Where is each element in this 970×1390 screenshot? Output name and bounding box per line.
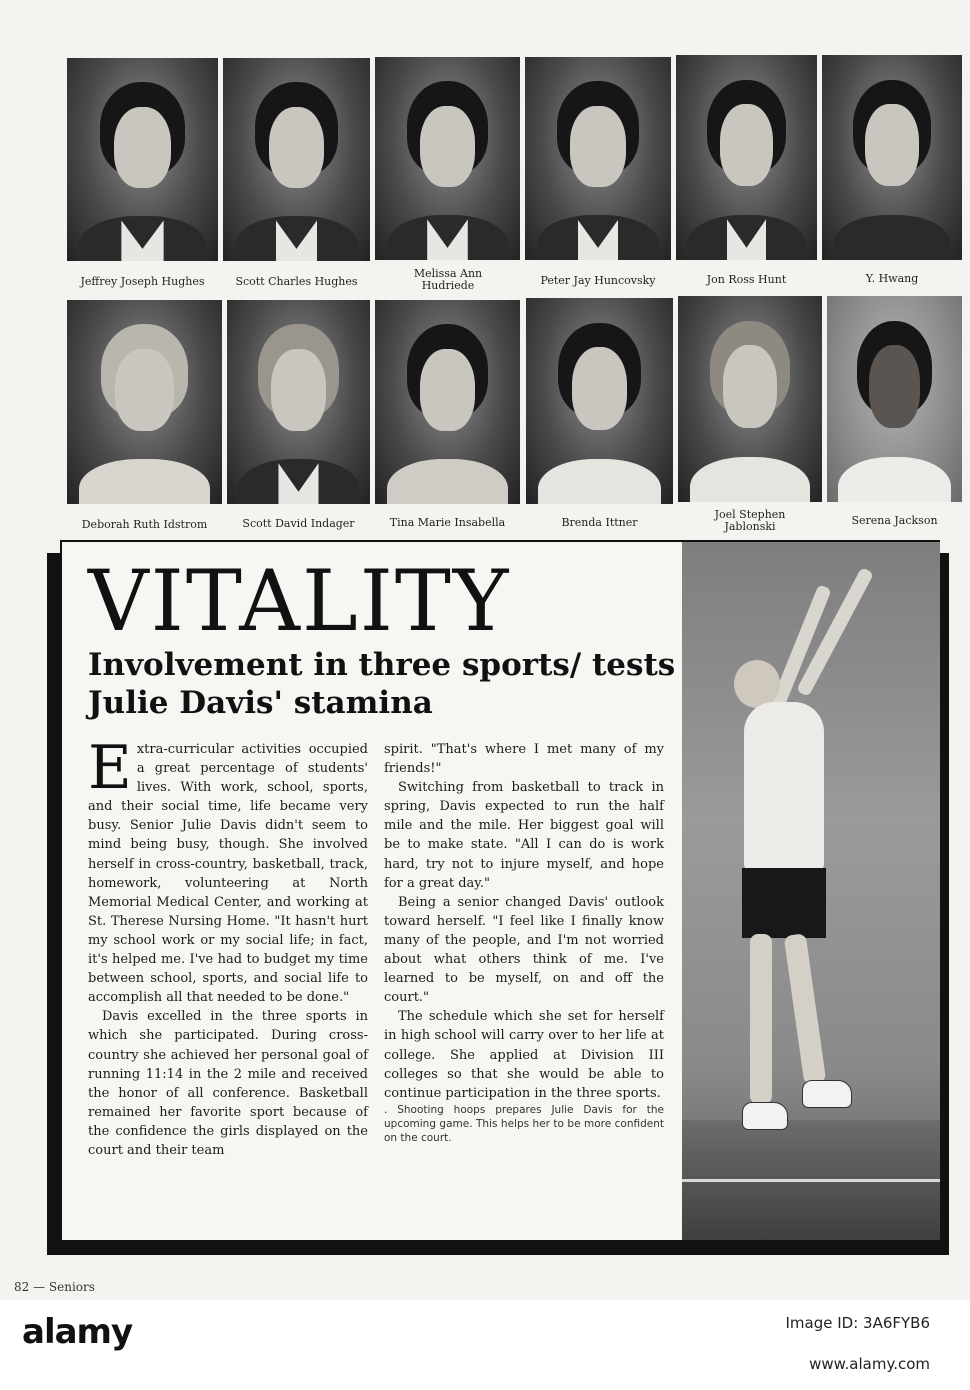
portrait-photo: [678, 296, 822, 502]
page-footer: 82 — Seniors: [14, 1280, 95, 1294]
portrait-photo: [375, 57, 520, 260]
portrait-photo: [227, 300, 370, 504]
paragraph: Davis excelled in the three sports in which she participated. During cross-country she achieved her personal goal of running 11:14 in the 2 mile and received the honor of all conference. Basketball remained her favorite sport because of the confidence the girls displayed on the court and their team: [88, 1009, 368, 1158]
portrait-name: Peter Jay Huncovsky: [540, 274, 656, 287]
headline: VITALITY: [88, 552, 511, 650]
portrait-name: Scott David Indager: [242, 517, 355, 530]
portrait-name: Jeffrey Joseph Hughes: [80, 275, 205, 288]
portrait-name: Scott Charles Hughes: [235, 275, 358, 288]
portrait-photo: [676, 55, 817, 260]
portrait-photo: [375, 300, 520, 504]
paragraph: Being a senior changed Davis' outlook toward herself. "I feel like I finally know many of the people, and I'm not worried about what others think of me. I've learned to be myself, on and off the court.": [384, 894, 664, 1006]
paragraph: xtra-curricular activities occupied a great percentage of students' lives. With work, school, sports, and their social time, life became very busy. Senior Julie Davis didn't seem to mind being busy, though. She involved herself in cross-country, basketball, track, homework, volunteering at North Memorial Medical Center, and working at St. Therese Nursing Home. "It hasn't hurt my school work or my social life; in fact, it's helped me. I've had to budget my time between school, sports, and social life to accomplish all that needed to be done.": [88, 742, 368, 1006]
stock-image-id: Image ID: 3A6FYB6: [785, 1314, 930, 1332]
portrait-photo: [223, 58, 370, 261]
stock-url: www.alamy.com: [809, 1355, 930, 1373]
feature-article: [60, 540, 940, 1242]
stock-logo: alamy: [22, 1312, 133, 1352]
article-column-right: [384, 740, 664, 1145]
portrait-name: Joel Stephen Jablonski: [714, 508, 786, 533]
portrait-photo: [67, 300, 222, 504]
photo-caption: . Shooting hoops prepares Julie Davis for the upcoming game. This helps her to be more confident on the court.: [384, 1103, 664, 1144]
portrait-name: Deborah Ruth Idstrom: [81, 518, 208, 531]
subhead: Involvement in three sports/ tests Julie Davis' stamina: [88, 647, 676, 721]
paragraph: spirit. "That's where I met many of my friends!": [384, 742, 664, 777]
portrait-name: Brenda Ittner: [561, 516, 638, 529]
portrait-name: Jon Ross Hunt: [706, 273, 787, 286]
portrait-name: Tina Marie Insabella: [389, 516, 506, 529]
portrait-photo: [526, 298, 673, 504]
basketball-player-photo: [682, 542, 940, 1240]
article-column-left: [88, 733, 368, 1160]
portrait-name: Melissa Ann Hudriede: [413, 267, 483, 292]
drop-cap: E: [88, 733, 132, 803]
portrait-name: Y. Hwang: [865, 272, 919, 285]
paragraph: Switching from basketball to track in spring, Davis expected to run the half mile and the mile. Her biggest goal will be to make state. "All I can do is work hard, try not to injure myself, and hope for a great day.": [384, 780, 664, 891]
portrait-photo: [822, 55, 962, 260]
paragraph: The schedule which she set for herself in high school will carry over to her life at college. She applied at Division III colleges so that she would be able to continue participation in the three sports.: [384, 1009, 664, 1101]
portrait-photo: [67, 58, 218, 261]
portrait-name: Serena Jackson: [851, 514, 938, 527]
portrait-photo: [827, 296, 962, 502]
portrait-photo: [525, 57, 671, 260]
